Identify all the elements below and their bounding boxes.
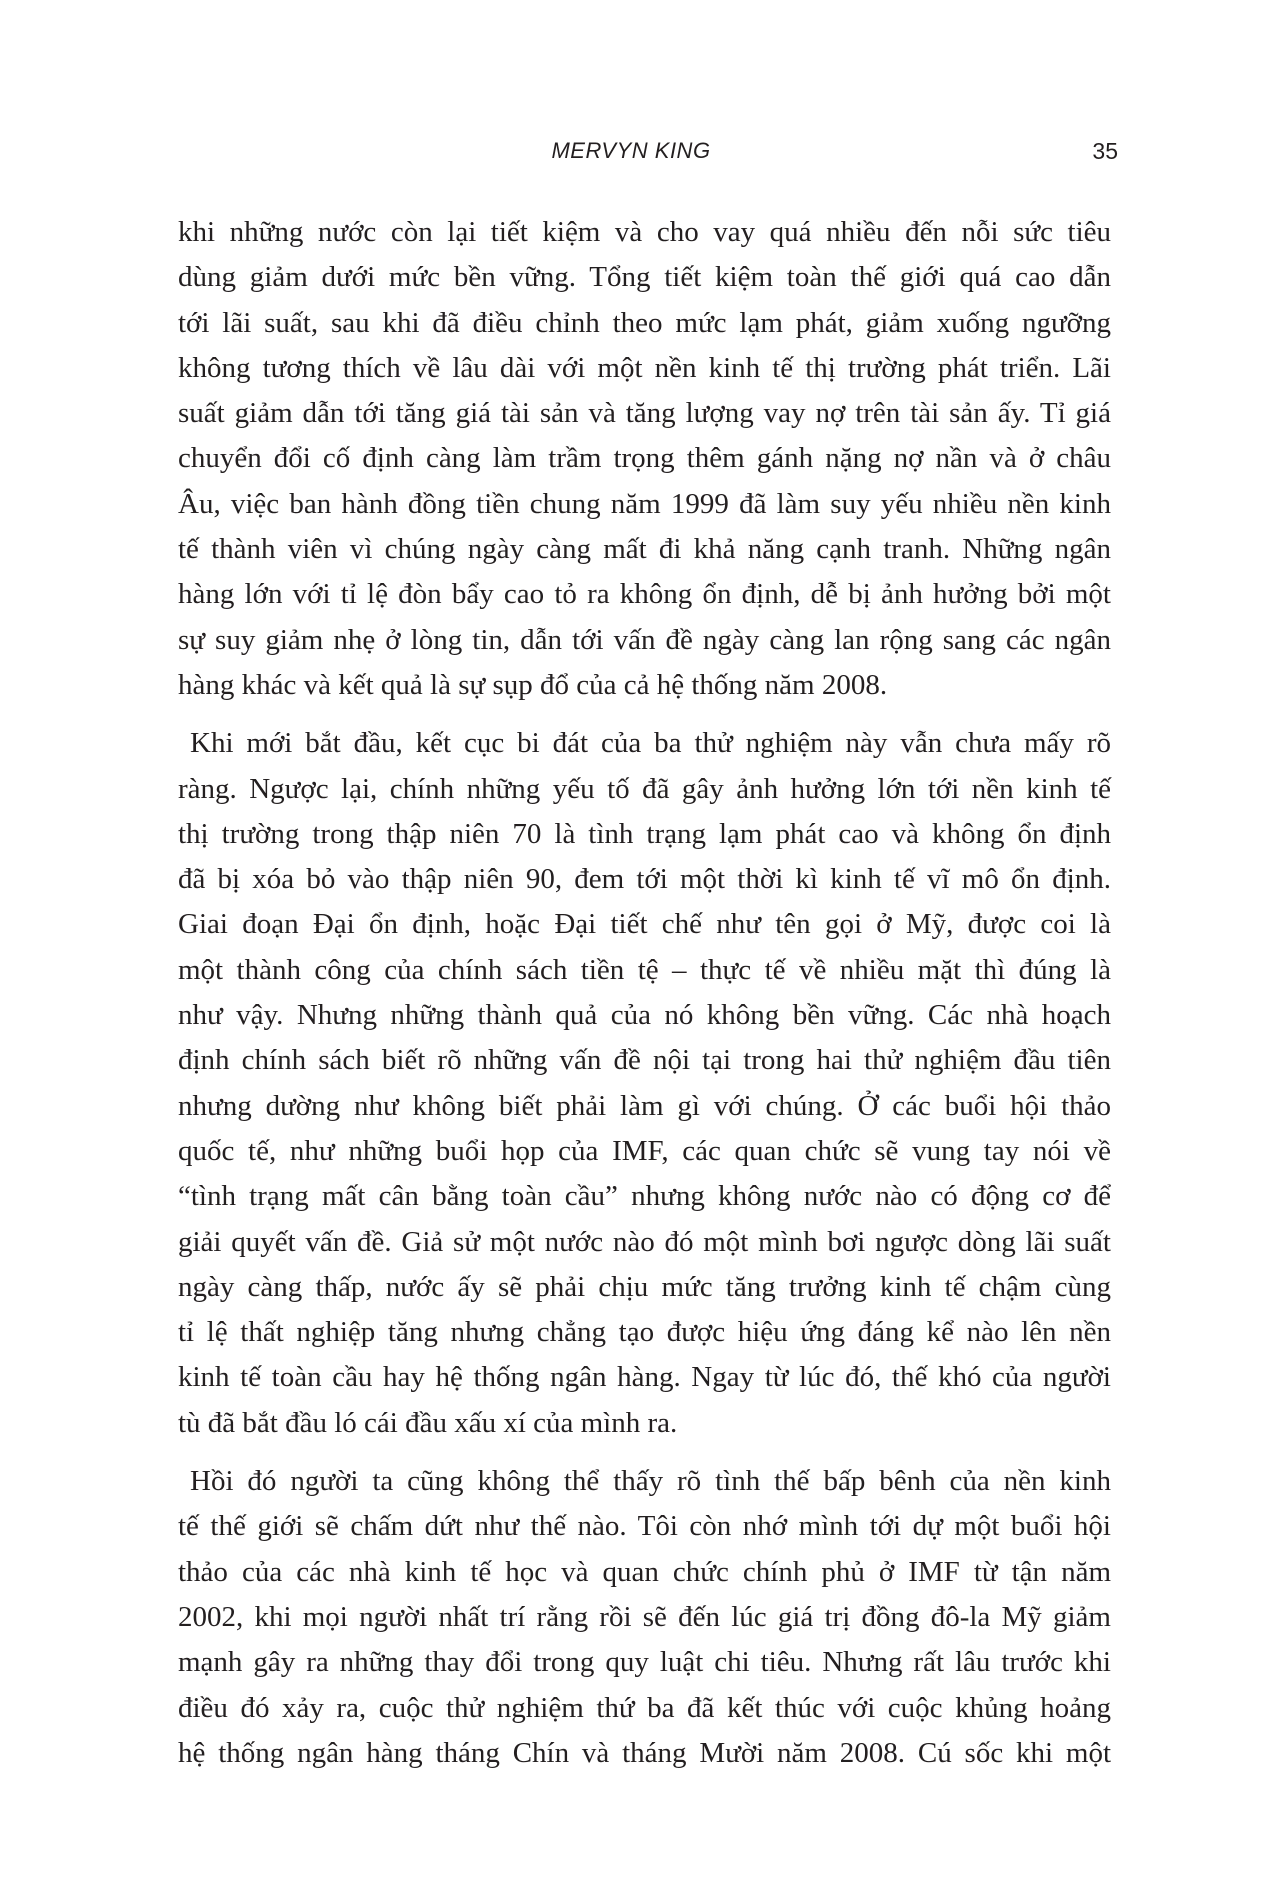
text-line: định chính sách biết rõ những vấn đề nội tại trong hai thử nghiệm đầu tiên xyxy=(178,1044,1111,1077)
text-line: không tương thích về lâu dài với một nền kinh tế thị trường phát triển. Lãi xyxy=(178,351,1111,384)
text-line: thảo của các nhà kinh tế học và quan chức chính phủ ở IMF từ tận năm xyxy=(178,1555,1111,1588)
text-line: điều đó xảy ra, cuộc thử nghiệm thứ ba đã kết thúc với cuộc khủng hoảng xyxy=(178,1691,1111,1724)
text-line: mạnh gây ra những thay đổi trong quy luật chi tiêu. Nhưng rất lâu trước khi xyxy=(178,1646,1111,1679)
text-line: 2002, khi mọi người nhất trí rằng rồi sẽ đến lúc giá trị đồng đô-la Mỹ giảm xyxy=(178,1600,1111,1633)
text-line: hàng khác và kết quả là sự sụp đổ của cả hệ thống năm 2008. xyxy=(178,668,888,701)
text-line: tới lãi suất, sau khi đã điều chỉnh theo mức lạm phát, giảm xuống ngưỡng xyxy=(178,306,1111,339)
text-line: nhưng dường như không biết phải làm gì với chúng. Ở các buổi hội thảo xyxy=(178,1089,1111,1122)
text-line: ngày càng thấp, nước ấy sẽ phải chịu mức tăng trưởng kinh tế chậm cùng xyxy=(178,1270,1111,1303)
text-line: “tình trạng mất cân bằng toàn cầu” nhưng không nước nào có động cơ để xyxy=(178,1180,1111,1213)
page-number: 35 xyxy=(1092,138,1118,164)
body-text xyxy=(178,210,1111,1789)
paragraph xyxy=(178,721,1111,1446)
text-line: kinh tế toàn cầu hay hệ thống ngân hàng. Ngay từ lúc đó, thế khó của người xyxy=(178,1361,1111,1394)
text-line: hệ thống ngân hàng tháng Chín và tháng Mười năm 2008. Cú sốc khi một xyxy=(178,1736,1111,1769)
text-line: giải quyết vấn đề. Giả sử một nước nào đó một mình bơi ngược dòng lãi suất xyxy=(178,1225,1111,1258)
running-head xyxy=(0,138,1262,168)
text-line: Khi mới bắt đầu, kết cục bi đát của ba thử nghiệm này vẫn chưa mấy rõ xyxy=(190,727,1111,760)
text-line: tế thành viên vì chúng ngày càng mất đi khả năng cạnh tranh. Những ngân xyxy=(178,533,1111,566)
text-line: Hồi đó người ta cũng không thể thấy rõ tình thế bấp bênh của nền kinh xyxy=(190,1465,1111,1498)
text-line: thị trường trong thập niên 70 là tình trạng lạm phát cao và không ổn định xyxy=(178,817,1111,850)
text-line: hàng lớn với tỉ lệ đòn bẩy cao tỏ ra không ổn định, dễ bị ảnh hưởng bởi một xyxy=(178,578,1111,611)
paragraph xyxy=(178,210,1111,708)
text-line: một thành công của chính sách tiền tệ – thực tế về nhiều mặt thì đúng là xyxy=(178,953,1111,986)
text-line: tù đã bắt đầu ló cái đầu xấu xí của mình ra. xyxy=(178,1406,678,1439)
text-line: chuyển đổi cố định càng làm trầm trọng thêm gánh nặng nợ nần và ở châu xyxy=(178,442,1111,475)
running-head-author: MERVYN KING xyxy=(551,138,711,163)
text-line: suất giảm dẫn tới tăng giá tài sản và tăng lượng vay nợ trên tài sản ấy. Tỉ giá xyxy=(178,397,1111,430)
text-line: Âu, việc ban hành đồng tiền chung năm 1999 đã làm suy yếu nhiều nền kinh xyxy=(178,487,1111,520)
text-line: ràng. Ngược lại, chính những yếu tố đã gây ảnh hưởng lớn tới nền kinh tế xyxy=(178,772,1111,805)
text-line: đã bị xóa bỏ vào thập niên 90, đem tới một thời kì kinh tế vĩ mô ổn định. xyxy=(178,863,1111,896)
paragraph xyxy=(178,1459,1111,1776)
text-line: quốc tế, như những buổi họp của IMF, các quan chức sẽ vung tay nói về xyxy=(178,1134,1111,1167)
text-line: tỉ lệ thất nghiệp tăng nhưng chẳng tạo được hiệu ứng đáng kể nào lên nền xyxy=(178,1316,1111,1349)
text-line: sự suy giảm nhẹ ở lòng tin, dẫn tới vấn đề ngày càng lan rộng sang các ngân xyxy=(178,623,1111,656)
text-line: tế thế giới sẽ chấm dứt như thế nào. Tôi còn nhớ mình tới dự một buổi hội xyxy=(178,1510,1111,1543)
text-line: dùng giảm dưới mức bền vững. Tổng tiết kiệm toàn thế giới quá cao dẫn xyxy=(178,261,1111,294)
text-line: Giai đoạn Đại ổn định, hoặc Đại tiết chế như tên gọi ở Mỹ, được coi là xyxy=(178,908,1111,941)
text-line: như vậy. Nhưng những thành quả của nó không bền vững. Các nhà hoạch xyxy=(178,999,1111,1032)
text-line: khi những nước còn lại tiết kiệm và cho vay quá nhiều đến nỗi sức tiêu xyxy=(178,216,1111,248)
